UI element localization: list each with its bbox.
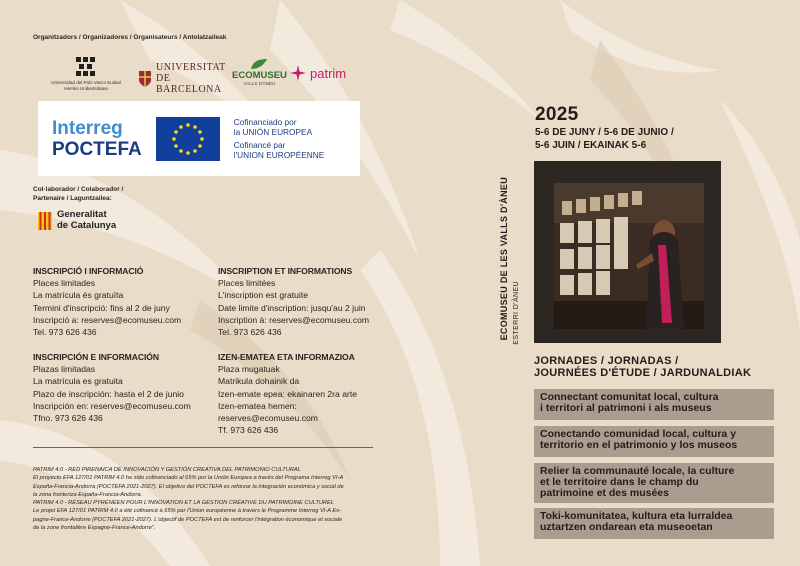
info-line: La matrícula es gratuita xyxy=(33,376,123,387)
info-line: Places limitées xyxy=(218,278,276,289)
info-phone[interactable]: Tel. 973 626 436 xyxy=(218,327,282,338)
info-line: La matrícula és gratuïta xyxy=(33,290,124,301)
info-email[interactable]: Izen-ematea hemen: reserves@ecomuseu.com xyxy=(218,400,318,424)
interreg-poctefa-banner xyxy=(38,101,360,176)
generalitat-text: Generalitat de Catalunya xyxy=(57,209,117,231)
info-email[interactable]: Inscripción en: reserves@ecomuseu.com xyxy=(33,400,191,411)
generalitat-logo xyxy=(38,210,116,231)
vertical-venue-label xyxy=(493,176,533,345)
info-line: Matrikula dohainik da xyxy=(218,376,300,387)
subtitle-catalan: Connectant comunitat local, cultura i territori al patrimoni i als museus xyxy=(534,389,774,420)
cofin-fr-line2: l'UNION EUROPÉENNE xyxy=(233,150,325,160)
info-email[interactable]: Inscripció a: reserves@ecomuseu.com xyxy=(33,314,182,325)
interreg-name: Interreg xyxy=(52,117,123,139)
photo-frame xyxy=(534,161,721,343)
interreg-logo xyxy=(52,118,142,160)
event-year: 2025 xyxy=(535,104,579,125)
footer-divider xyxy=(33,447,373,448)
cofinancing-text xyxy=(234,117,325,160)
info-line: Plazas limitadas xyxy=(33,364,96,375)
upv-logo-text: Universidad del País Vasco Euskal Herriko Unibertsitatea xyxy=(51,80,121,91)
patrim-logo xyxy=(290,65,346,81)
info-line: Date limite d'inscription: jusqu'au 2 juin xyxy=(218,302,366,313)
eu-flag-icon xyxy=(156,117,220,161)
info-line: Plazo de inscripción: hasta el 2 de junio xyxy=(33,388,184,399)
subtitle-french: Relier la communauté locale, la culture et le territoire dans le champ du patrimoine et des musées xyxy=(534,463,774,503)
ecomuseu-leaf-icon xyxy=(249,58,269,70)
info-email[interactable]: Inscription à: reserves@ecomuseu.com xyxy=(218,314,370,325)
info-block-catalan xyxy=(33,265,213,338)
patrim-star-icon xyxy=(290,65,306,81)
museum-visitor-photo xyxy=(554,183,704,329)
info-phone[interactable]: Tf. 973 626 436 xyxy=(218,425,279,436)
poctefa-name: POCTEFA xyxy=(52,138,142,160)
cofin-es-line2: la UNIÓN EUROPEA xyxy=(233,127,313,137)
info-heading: IZEN-EMATEA ETA INFORMAZIOA xyxy=(218,352,355,362)
gencat-flag-icon xyxy=(38,212,52,230)
event-dates: 5-6 DE JUNY / 5-6 DE JUNIO / 5-6 JUIN / EKAINAK 5-6 xyxy=(535,127,674,151)
ecomuseu-logo-name: ECOMUSEU xyxy=(232,70,287,81)
collaborator-label: Col·laborador / Colaborador / Partenaire / Laguntzailea: xyxy=(33,186,124,202)
organizers-label: Organitzadors / Organizadores / Organisateurs / Antolatzaileak xyxy=(33,34,227,41)
ub-logo-text: UNIVERSITAT DE BARCELONA xyxy=(156,62,226,95)
cofin-fr-line1: Cofinancé par xyxy=(233,140,286,150)
info-heading: INSCRIPCIÓN E INFORMACIÓN xyxy=(33,352,159,362)
ecomuseu-logo xyxy=(232,58,287,86)
ub-logo xyxy=(138,62,234,95)
ecomuseu-logo-sub: VALLS D'ÀNEU xyxy=(243,81,276,86)
subtitle-spanish: Conectando comunidad local, cultura y territorio en el patrimonio y los museos xyxy=(534,426,774,457)
info-heading: INSCRIPTION ET INFORMATIONS xyxy=(218,266,353,276)
info-line: Plaza mugatuak xyxy=(218,364,280,375)
cofin-es-line1: Cofinanciado por xyxy=(233,117,297,127)
upv-logo xyxy=(45,56,127,91)
info-phone[interactable]: Tfno. 973 626 436 xyxy=(33,413,103,424)
footer-legal-text: PATRIM 4.0 - RED PIRENAICA DE INNOVACIÓN Y GESTIÓN CREATIVA DEL PATRIMONIO CULTURAL El proyecto EFA 127/01 PATRIM 4.0 ha sido cofinanciado al 65% por la Unión Europea a través del Programa Interreg VI-A España-Francia-Andorra (POCTEFA 2021-2027). El objetivo del POCTEFA es reforzar la integración económica y social de la zona fronteriza España-Francia-Andorra. PATRIM 4.0 - RÉSEAU PYRÉNÉEN POUR L'INNOVATION ET LA GESTION CRÉATIVE DU PATRIMOINE CULTUREL Le projet EFA 127/01 PATRIM 4.0 a été cofinancé à 65% par l'Union européenne à travers le Programme Interreg VI-A Es- pagne-France-Andorre (POCTEFA 2021-2027). L'objectif de POCTEFA est de renforcer l'intégration économique et sociale de la zone frontalière Espagne-France-Andorre". xyxy=(33,467,344,532)
info-block-french xyxy=(218,265,393,338)
info-line: Izen-emate epea: ekainaren 2ra arte xyxy=(218,388,358,399)
info-block-spanish xyxy=(33,351,213,424)
info-heading: INSCRIPCIÓ I INFORMACIÓ xyxy=(33,266,144,276)
info-block-basque xyxy=(218,351,393,436)
upv-logo-icon xyxy=(73,56,99,78)
venue-title: ECOMUSEU DE LES VALLS D'ÀNEU xyxy=(499,176,509,340)
venue-subtitle: ESTERRI D'ÀNEU xyxy=(513,281,520,345)
subtitle-basque: Toki-komunitatea, kultura eta lurraldea uztartzen ondarean eta museoetan xyxy=(534,508,774,539)
info-line: Places limitades xyxy=(33,278,96,289)
ub-shield-icon xyxy=(138,70,152,88)
patrim-logo-text: patrim xyxy=(310,65,347,81)
jornadas-heading: JORNADES / JORNADAS / JOURNÉES D'ÉTUDE / JARDUNALDIAK xyxy=(534,355,752,379)
info-phone[interactable]: Tel. 973 626 436 xyxy=(33,327,97,338)
info-line: L'inscription est gratuite xyxy=(218,290,309,301)
info-line: Termini d'inscripció: fins al 2 de juny xyxy=(33,302,170,313)
